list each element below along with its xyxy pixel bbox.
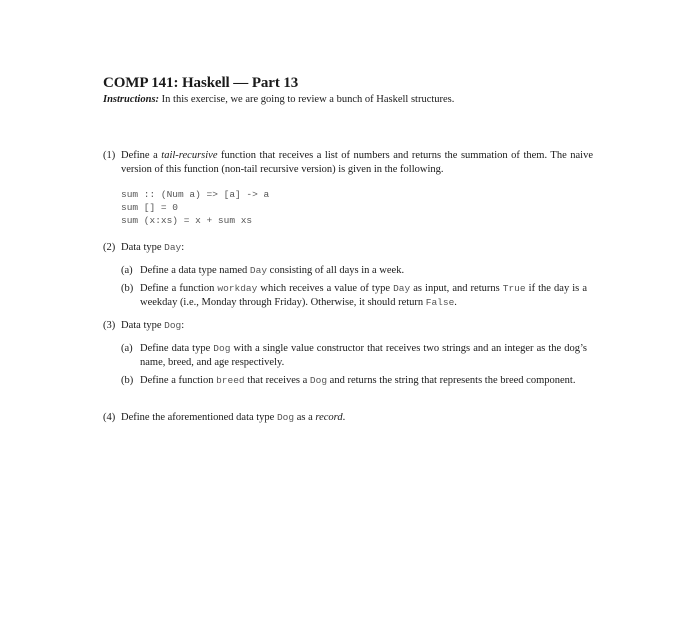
question-3a-text bbox=[140, 342, 587, 369]
question-3b-number: (b) bbox=[121, 375, 134, 386]
q4-text-a: Define the aforementioned data type bbox=[121, 412, 277, 423]
document-page bbox=[103, 74, 593, 423]
q3b-code-breed: breed bbox=[216, 375, 245, 386]
q2a-code: Day bbox=[249, 265, 268, 276]
question-3-number: (3) bbox=[103, 320, 116, 331]
q3-text: Data type bbox=[121, 320, 165, 331]
q1-text-b: function that receives a list of numbers and returns the summation of them. The naive version of this function (non-tail recursive version) is given in the following. bbox=[121, 150, 593, 175]
q2-text: Data type bbox=[121, 242, 165, 253]
question-2-text bbox=[121, 241, 593, 255]
page-title: COMP 141: Haskell — Part 13 bbox=[103, 75, 299, 91]
question-4-text bbox=[121, 411, 593, 425]
q1-emphasis: tail-recursive bbox=[161, 150, 218, 161]
q2b-text-e: . bbox=[454, 296, 457, 308]
q2b-text-d: if the day is a weekday (i.e., Monday through Friday). Otherwise, it should return bbox=[140, 283, 587, 308]
question-2b-text bbox=[140, 282, 587, 309]
question-3 bbox=[103, 319, 593, 333]
q2-colon: : bbox=[181, 242, 185, 253]
question-2b bbox=[121, 282, 587, 309]
q4-text-b: as a bbox=[294, 412, 316, 423]
code-line: sum :: (Num a) => [a] -> a bbox=[121, 189, 270, 200]
q1-text-a: Define a bbox=[121, 150, 162, 161]
code-line: sum [] = 0 bbox=[121, 202, 179, 213]
q2a-text-b: consisting of all days in a week. bbox=[267, 265, 405, 276]
question-2b-number: (b) bbox=[121, 283, 134, 294]
q3b-text-b: that receives a bbox=[244, 375, 310, 386]
code-line: sum (x:xs) = x + sum xs bbox=[121, 215, 253, 226]
question-2a bbox=[121, 264, 587, 278]
code-block-sum bbox=[121, 188, 269, 227]
q3a-text-b: with a single value constructor that receives two strings and an integer as the dog’s name, breed, and age respectively. bbox=[140, 343, 587, 368]
question-3b bbox=[121, 374, 587, 388]
q3a-text-a: Define data type bbox=[140, 343, 214, 354]
q3-colon: : bbox=[181, 320, 185, 331]
q2b-text-c: as input, and returns bbox=[410, 283, 503, 294]
question-2 bbox=[103, 241, 593, 255]
q4-emphasis: record bbox=[315, 412, 343, 423]
question-3b-text bbox=[140, 374, 587, 388]
question-4-number: (4) bbox=[103, 412, 116, 423]
question-2a-number: (a) bbox=[121, 265, 133, 276]
q2b-text-a: Define a function bbox=[140, 283, 218, 294]
instructions-label: Instructions: bbox=[103, 94, 160, 105]
q3b-text-c: and returns the string that represents the breed component. bbox=[327, 375, 576, 386]
q2a-text-a: Define a data type named bbox=[140, 265, 250, 276]
q2b-code-workday: workday bbox=[217, 283, 258, 294]
q4-text-c: . bbox=[342, 412, 346, 423]
q4-code: Dog bbox=[276, 412, 295, 423]
q2b-code-day: Day bbox=[393, 283, 411, 294]
q3-code: Dog bbox=[164, 320, 182, 331]
question-4 bbox=[103, 411, 593, 425]
question-2-number: (2) bbox=[103, 242, 116, 253]
question-3a-number: (a) bbox=[121, 343, 133, 354]
q3b-code-dog: Dog bbox=[309, 375, 328, 386]
q2b-code-true: True bbox=[502, 283, 526, 294]
q2b-text-b: which receives a value of type bbox=[257, 283, 394, 294]
question-3-text bbox=[121, 319, 593, 333]
question-1-number: (1) bbox=[103, 150, 116, 161]
q3b-text-a: Define a function bbox=[140, 375, 217, 386]
q3a-code: Dog bbox=[213, 343, 231, 354]
question-1 bbox=[103, 149, 593, 176]
q2b-code-false: False bbox=[425, 296, 455, 308]
question-2a-text bbox=[140, 264, 587, 278]
question-1-text bbox=[121, 149, 593, 176]
q2-code: Day bbox=[164, 242, 182, 253]
question-3a bbox=[121, 342, 587, 369]
instructions-text: In this exercise, we are going to review a bunch of Haskell structures. bbox=[159, 94, 455, 105]
instructions bbox=[103, 93, 593, 107]
